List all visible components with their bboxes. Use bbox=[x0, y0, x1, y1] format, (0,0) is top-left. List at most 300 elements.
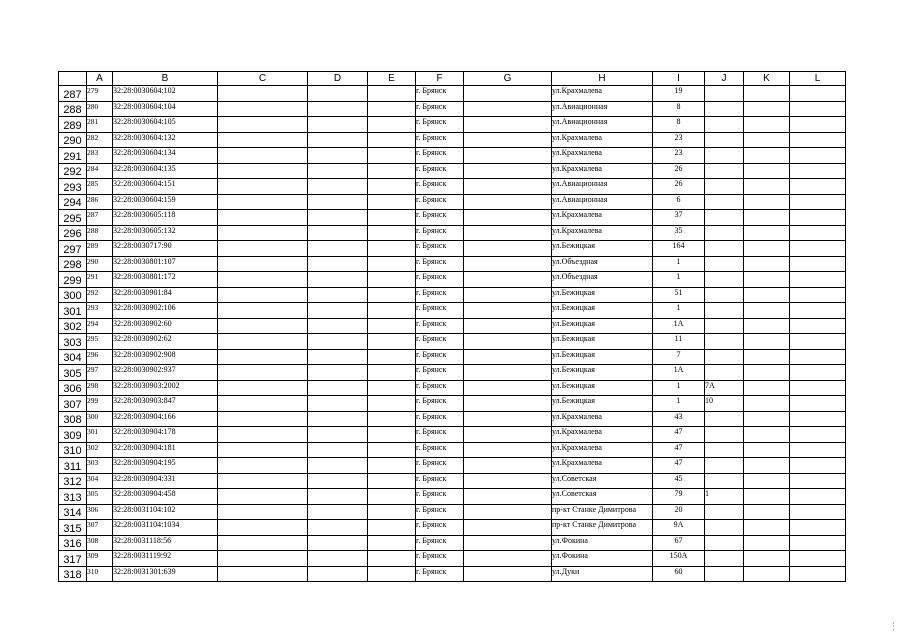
cell-i[interactable]: 26 bbox=[653, 179, 705, 195]
cell-c[interactable] bbox=[218, 566, 308, 582]
cell-k[interactable] bbox=[744, 163, 790, 179]
cell-d[interactable] bbox=[308, 287, 368, 303]
cell-k[interactable] bbox=[744, 318, 790, 334]
cell-g[interactable] bbox=[464, 132, 552, 148]
cell-k[interactable] bbox=[744, 442, 790, 458]
cell-g[interactable] bbox=[464, 334, 552, 350]
cell-h[interactable]: ул.Объездная bbox=[552, 272, 653, 288]
cell-k[interactable] bbox=[744, 117, 790, 133]
cell-a[interactable]: 298 bbox=[87, 380, 113, 396]
cell-e[interactable] bbox=[368, 179, 416, 195]
cell-i[interactable]: 47 bbox=[653, 458, 705, 474]
cell-c[interactable] bbox=[218, 535, 308, 551]
cell-h[interactable]: ул.Бежицкая bbox=[552, 349, 653, 365]
cell-b[interactable]: 32:28:0031118:56 bbox=[113, 535, 218, 551]
cell-c[interactable] bbox=[218, 241, 308, 257]
cell-k[interactable] bbox=[744, 256, 790, 272]
cell-f[interactable]: г. Брянск bbox=[416, 427, 464, 443]
cell-d[interactable] bbox=[308, 272, 368, 288]
cell-k[interactable] bbox=[744, 225, 790, 241]
cell-g[interactable] bbox=[464, 442, 552, 458]
cell-a[interactable]: 283 bbox=[87, 148, 113, 164]
row-number[interactable]: 300 bbox=[59, 287, 87, 303]
cell-a[interactable]: 302 bbox=[87, 442, 113, 458]
cell-l[interactable] bbox=[790, 504, 846, 520]
cell-h[interactable]: ул.Крахмалева bbox=[552, 427, 653, 443]
cell-d[interactable] bbox=[308, 163, 368, 179]
cell-l[interactable] bbox=[790, 365, 846, 381]
corner-cell[interactable] bbox=[59, 72, 87, 86]
cell-d[interactable] bbox=[308, 427, 368, 443]
row-number[interactable]: 313 bbox=[59, 489, 87, 505]
cell-b[interactable]: 32:28:0030902:62 bbox=[113, 334, 218, 350]
cell-g[interactable] bbox=[464, 365, 552, 381]
cell-a[interactable]: 306 bbox=[87, 504, 113, 520]
cell-a[interactable]: 305 bbox=[87, 489, 113, 505]
cell-j[interactable] bbox=[705, 210, 744, 226]
cell-j[interactable] bbox=[705, 303, 744, 319]
cell-h[interactable]: ул.Авиационная bbox=[552, 117, 653, 133]
cell-e[interactable] bbox=[368, 427, 416, 443]
cell-j[interactable] bbox=[705, 427, 744, 443]
cell-i[interactable]: 47 bbox=[653, 427, 705, 443]
cell-e[interactable] bbox=[368, 365, 416, 381]
cell-a[interactable]: 304 bbox=[87, 473, 113, 489]
row-number[interactable]: 287 bbox=[59, 86, 87, 102]
row-number[interactable]: 290 bbox=[59, 132, 87, 148]
cell-h[interactable]: ул.Авиационная bbox=[552, 179, 653, 195]
row-number[interactable]: 312 bbox=[59, 473, 87, 489]
cell-l[interactable] bbox=[790, 179, 846, 195]
cell-c[interactable] bbox=[218, 551, 308, 567]
cell-d[interactable] bbox=[308, 380, 368, 396]
cell-j[interactable] bbox=[705, 566, 744, 582]
cell-i[interactable]: 1А bbox=[653, 365, 705, 381]
column-header[interactable]: H bbox=[552, 72, 653, 86]
cell-j[interactable] bbox=[705, 520, 744, 536]
cell-k[interactable] bbox=[744, 473, 790, 489]
cell-k[interactable] bbox=[744, 504, 790, 520]
cell-f[interactable]: г. Брянск bbox=[416, 179, 464, 195]
cell-e[interactable] bbox=[368, 396, 416, 412]
cell-c[interactable] bbox=[218, 101, 308, 117]
cell-c[interactable] bbox=[218, 442, 308, 458]
column-header[interactable]: C bbox=[218, 72, 308, 86]
cell-b[interactable]: 32:28:0030904:331 bbox=[113, 473, 218, 489]
row-number[interactable]: 295 bbox=[59, 210, 87, 226]
cell-e[interactable] bbox=[368, 225, 416, 241]
cell-g[interactable] bbox=[464, 551, 552, 567]
cell-k[interactable] bbox=[744, 396, 790, 412]
cell-e[interactable] bbox=[368, 380, 416, 396]
row-number[interactable]: 306 bbox=[59, 380, 87, 396]
cell-i[interactable]: 1А bbox=[653, 318, 705, 334]
cell-l[interactable] bbox=[790, 163, 846, 179]
cell-l[interactable] bbox=[790, 566, 846, 582]
cell-i[interactable]: 26 bbox=[653, 163, 705, 179]
cell-l[interactable] bbox=[790, 458, 846, 474]
cell-g[interactable] bbox=[464, 458, 552, 474]
cell-j[interactable] bbox=[705, 86, 744, 102]
cell-b[interactable]: 32:28:0030903:847 bbox=[113, 396, 218, 412]
cell-a[interactable]: 285 bbox=[87, 179, 113, 195]
cell-e[interactable] bbox=[368, 86, 416, 102]
column-header[interactable]: K bbox=[744, 72, 790, 86]
cell-l[interactable] bbox=[790, 551, 846, 567]
cell-c[interactable] bbox=[218, 411, 308, 427]
cell-a[interactable]: 294 bbox=[87, 318, 113, 334]
cell-f[interactable]: г. Брянск bbox=[416, 86, 464, 102]
cell-j[interactable] bbox=[705, 551, 744, 567]
cell-j[interactable] bbox=[705, 101, 744, 117]
cell-j[interactable]: 10 bbox=[705, 396, 744, 412]
cell-d[interactable] bbox=[308, 396, 368, 412]
cell-k[interactable] bbox=[744, 241, 790, 257]
cell-k[interactable] bbox=[744, 349, 790, 365]
cell-b[interactable]: 32:28:0030717:90 bbox=[113, 241, 218, 257]
cell-d[interactable] bbox=[308, 318, 368, 334]
row-number[interactable]: 310 bbox=[59, 442, 87, 458]
cell-f[interactable]: г. Брянск bbox=[416, 210, 464, 226]
cell-i[interactable]: 23 bbox=[653, 132, 705, 148]
cell-j[interactable] bbox=[705, 535, 744, 551]
row-number[interactable]: 292 bbox=[59, 163, 87, 179]
cell-g[interactable] bbox=[464, 117, 552, 133]
cell-i[interactable]: 35 bbox=[653, 225, 705, 241]
cell-i[interactable]: 1 bbox=[653, 256, 705, 272]
cell-d[interactable] bbox=[308, 241, 368, 257]
cell-c[interactable] bbox=[218, 210, 308, 226]
cell-b[interactable]: 32:28:0030902:106 bbox=[113, 303, 218, 319]
cell-e[interactable] bbox=[368, 489, 416, 505]
cell-d[interactable] bbox=[308, 473, 368, 489]
row-number[interactable]: 296 bbox=[59, 225, 87, 241]
cell-d[interactable] bbox=[308, 117, 368, 133]
cell-d[interactable] bbox=[308, 566, 368, 582]
column-header[interactable]: J bbox=[705, 72, 744, 86]
cell-b[interactable]: 32:28:0031104:1034 bbox=[113, 520, 218, 536]
cell-d[interactable] bbox=[308, 411, 368, 427]
cell-l[interactable] bbox=[790, 334, 846, 350]
column-header[interactable]: D bbox=[308, 72, 368, 86]
cell-c[interactable] bbox=[218, 163, 308, 179]
cell-f[interactable]: г. Брянск bbox=[416, 473, 464, 489]
cell-j[interactable] bbox=[705, 504, 744, 520]
cell-a[interactable]: 284 bbox=[87, 163, 113, 179]
cell-a[interactable]: 293 bbox=[87, 303, 113, 319]
cell-b[interactable]: 32:28:0030904:178 bbox=[113, 427, 218, 443]
cell-j[interactable] bbox=[705, 148, 744, 164]
cell-a[interactable]: 279 bbox=[87, 86, 113, 102]
cell-b[interactable]: 32:28:0030902:908 bbox=[113, 349, 218, 365]
cell-d[interactable] bbox=[308, 303, 368, 319]
cell-e[interactable] bbox=[368, 411, 416, 427]
cell-e[interactable] bbox=[368, 535, 416, 551]
cell-i[interactable]: 1 bbox=[653, 272, 705, 288]
cell-f[interactable]: г. Брянск bbox=[416, 241, 464, 257]
cell-g[interactable] bbox=[464, 427, 552, 443]
cell-f[interactable]: г. Брянск bbox=[416, 551, 464, 567]
cell-j[interactable] bbox=[705, 334, 744, 350]
cell-h[interactable]: ул.Крахмалева bbox=[552, 86, 653, 102]
cell-d[interactable] bbox=[308, 458, 368, 474]
cell-i[interactable]: 79 bbox=[653, 489, 705, 505]
cell-f[interactable]: г. Брянск bbox=[416, 148, 464, 164]
cell-j[interactable]: 1 bbox=[705, 489, 744, 505]
cell-e[interactable] bbox=[368, 117, 416, 133]
cell-h[interactable]: ул.Бежицкая bbox=[552, 241, 653, 257]
row-number[interactable]: 318 bbox=[59, 566, 87, 582]
cell-f[interactable]: г. Брянск bbox=[416, 272, 464, 288]
cell-g[interactable] bbox=[464, 148, 552, 164]
cell-l[interactable] bbox=[790, 411, 846, 427]
cell-j[interactable] bbox=[705, 411, 744, 427]
cell-l[interactable] bbox=[790, 241, 846, 257]
cell-b[interactable]: 32:28:0030604:151 bbox=[113, 179, 218, 195]
column-header[interactable]: L bbox=[790, 72, 846, 86]
cell-l[interactable] bbox=[790, 86, 846, 102]
cell-h[interactable]: ул.Крахмалева bbox=[552, 225, 653, 241]
cell-e[interactable] bbox=[368, 163, 416, 179]
cell-i[interactable]: 1 bbox=[653, 396, 705, 412]
cell-d[interactable] bbox=[308, 442, 368, 458]
cell-d[interactable] bbox=[308, 132, 368, 148]
cell-f[interactable]: г. Брянск bbox=[416, 396, 464, 412]
cell-h[interactable]: ул.Крахмалева bbox=[552, 210, 653, 226]
cell-e[interactable] bbox=[368, 349, 416, 365]
cell-k[interactable] bbox=[744, 520, 790, 536]
cell-k[interactable] bbox=[744, 489, 790, 505]
cell-h[interactable]: ул.Советская bbox=[552, 489, 653, 505]
cell-f[interactable]: г. Брянск bbox=[416, 566, 464, 582]
cell-i[interactable]: 11 bbox=[653, 334, 705, 350]
cell-a[interactable]: 309 bbox=[87, 551, 113, 567]
cell-i[interactable]: 8 bbox=[653, 117, 705, 133]
cell-a[interactable]: 300 bbox=[87, 411, 113, 427]
cell-g[interactable] bbox=[464, 566, 552, 582]
cell-l[interactable] bbox=[790, 349, 846, 365]
row-number[interactable]: 304 bbox=[59, 349, 87, 365]
cell-k[interactable] bbox=[744, 179, 790, 195]
cell-l[interactable] bbox=[790, 535, 846, 551]
cell-h[interactable]: ул.Фокина bbox=[552, 535, 653, 551]
cell-h[interactable]: ул.Бежицкая bbox=[552, 380, 653, 396]
cell-f[interactable]: г. Брянск bbox=[416, 520, 464, 536]
cell-e[interactable] bbox=[368, 272, 416, 288]
cell-j[interactable] bbox=[705, 132, 744, 148]
cell-e[interactable] bbox=[368, 458, 416, 474]
cell-b[interactable]: 32:28:0031104:102 bbox=[113, 504, 218, 520]
cell-b[interactable]: 32:28:0030903:2002 bbox=[113, 380, 218, 396]
row-number[interactable]: 299 bbox=[59, 272, 87, 288]
cell-a[interactable]: 292 bbox=[87, 287, 113, 303]
cell-h[interactable]: ул.Авиационная bbox=[552, 194, 653, 210]
cell-i[interactable]: 45 bbox=[653, 473, 705, 489]
cell-l[interactable] bbox=[790, 489, 846, 505]
cell-e[interactable] bbox=[368, 318, 416, 334]
cell-e[interactable] bbox=[368, 210, 416, 226]
cell-d[interactable] bbox=[308, 210, 368, 226]
cell-a[interactable]: 296 bbox=[87, 349, 113, 365]
cell-b[interactable]: 32:28:0030604:104 bbox=[113, 101, 218, 117]
cell-k[interactable] bbox=[744, 148, 790, 164]
cell-f[interactable]: г. Брянск bbox=[416, 163, 464, 179]
cell-k[interactable] bbox=[744, 551, 790, 567]
cell-g[interactable] bbox=[464, 318, 552, 334]
cell-k[interactable] bbox=[744, 101, 790, 117]
cell-l[interactable] bbox=[790, 473, 846, 489]
cell-i[interactable]: 9А bbox=[653, 520, 705, 536]
cell-k[interactable] bbox=[744, 86, 790, 102]
cell-j[interactable] bbox=[705, 241, 744, 257]
row-number[interactable]: 303 bbox=[59, 334, 87, 350]
cell-c[interactable] bbox=[218, 132, 308, 148]
cell-j[interactable] bbox=[705, 179, 744, 195]
cell-i[interactable]: 164 bbox=[653, 241, 705, 257]
cell-c[interactable] bbox=[218, 334, 308, 350]
cell-k[interactable] bbox=[744, 132, 790, 148]
cell-h[interactable]: ул.Крахмалева bbox=[552, 458, 653, 474]
cell-b[interactable]: 32:28:0030604:135 bbox=[113, 163, 218, 179]
cell-a[interactable]: 295 bbox=[87, 334, 113, 350]
cell-c[interactable] bbox=[218, 365, 308, 381]
cell-f[interactable]: г. Брянск bbox=[416, 225, 464, 241]
cell-f[interactable]: г. Брянск bbox=[416, 303, 464, 319]
row-number[interactable]: 294 bbox=[59, 194, 87, 210]
cell-c[interactable] bbox=[218, 287, 308, 303]
cell-l[interactable] bbox=[790, 272, 846, 288]
cell-f[interactable]: г. Брянск bbox=[416, 117, 464, 133]
cell-k[interactable] bbox=[744, 365, 790, 381]
cell-d[interactable] bbox=[308, 148, 368, 164]
cell-b[interactable]: 32:28:0030902:937 bbox=[113, 365, 218, 381]
cell-b[interactable]: 32:28:0030604:134 bbox=[113, 148, 218, 164]
cell-j[interactable] bbox=[705, 365, 744, 381]
cell-d[interactable] bbox=[308, 179, 368, 195]
cell-l[interactable] bbox=[790, 520, 846, 536]
cell-h[interactable]: ул.Крахмалева bbox=[552, 132, 653, 148]
cell-i[interactable]: 51 bbox=[653, 287, 705, 303]
cell-i[interactable]: 47 bbox=[653, 442, 705, 458]
cell-i[interactable]: 23 bbox=[653, 148, 705, 164]
cell-j[interactable] bbox=[705, 225, 744, 241]
cell-d[interactable] bbox=[308, 551, 368, 567]
cell-b[interactable]: 32:28:0030801:172 bbox=[113, 272, 218, 288]
cell-l[interactable] bbox=[790, 318, 846, 334]
cell-k[interactable] bbox=[744, 380, 790, 396]
cell-e[interactable] bbox=[368, 132, 416, 148]
cell-b[interactable]: 32:28:0030904:166 bbox=[113, 411, 218, 427]
cell-b[interactable]: 32:28:0030604:159 bbox=[113, 194, 218, 210]
cell-l[interactable] bbox=[790, 380, 846, 396]
cell-f[interactable]: г. Брянск bbox=[416, 194, 464, 210]
cell-j[interactable] bbox=[705, 117, 744, 133]
cell-b[interactable]: 32:28:0030904:458 bbox=[113, 489, 218, 505]
cell-f[interactable]: г. Брянск bbox=[416, 411, 464, 427]
cell-c[interactable] bbox=[218, 194, 308, 210]
cell-f[interactable]: г. Брянск bbox=[416, 504, 464, 520]
cell-g[interactable] bbox=[464, 380, 552, 396]
cell-f[interactable]: г. Брянск bbox=[416, 442, 464, 458]
cell-k[interactable] bbox=[744, 303, 790, 319]
cell-g[interactable] bbox=[464, 101, 552, 117]
cell-e[interactable] bbox=[368, 551, 416, 567]
cell-b[interactable]: 32:28:0030604:132 bbox=[113, 132, 218, 148]
cell-f[interactable]: г. Брянск bbox=[416, 349, 464, 365]
cell-h[interactable]: ул.Бежицкая bbox=[552, 365, 653, 381]
cell-d[interactable] bbox=[308, 225, 368, 241]
cell-d[interactable] bbox=[308, 334, 368, 350]
cell-c[interactable] bbox=[218, 520, 308, 536]
cell-c[interactable] bbox=[218, 303, 308, 319]
cell-b[interactable]: 32:28:0030902:60 bbox=[113, 318, 218, 334]
cell-c[interactable] bbox=[218, 86, 308, 102]
cell-g[interactable] bbox=[464, 411, 552, 427]
cell-l[interactable] bbox=[790, 396, 846, 412]
cell-l[interactable] bbox=[790, 287, 846, 303]
row-number[interactable]: 302 bbox=[59, 318, 87, 334]
cell-g[interactable] bbox=[464, 473, 552, 489]
cell-k[interactable] bbox=[744, 272, 790, 288]
cell-h[interactable]: ул.Крахмалева bbox=[552, 411, 653, 427]
cell-j[interactable] bbox=[705, 473, 744, 489]
cell-a[interactable]: 299 bbox=[87, 396, 113, 412]
column-header[interactable]: E bbox=[368, 72, 416, 86]
cell-b[interactable]: 32:28:0030605:132 bbox=[113, 225, 218, 241]
cell-f[interactable]: г. Брянск bbox=[416, 334, 464, 350]
cell-d[interactable] bbox=[308, 256, 368, 272]
cell-h[interactable]: ул.Бежицкая bbox=[552, 318, 653, 334]
cell-i[interactable]: 67 bbox=[653, 535, 705, 551]
cell-h[interactable]: ул.Крахмалева bbox=[552, 148, 653, 164]
cell-a[interactable]: 310 bbox=[87, 566, 113, 582]
cell-h[interactable]: пр-кт Станке Димитрова bbox=[552, 520, 653, 536]
cell-g[interactable] bbox=[464, 396, 552, 412]
cell-f[interactable]: г. Брянск bbox=[416, 318, 464, 334]
cell-a[interactable]: 281 bbox=[87, 117, 113, 133]
cell-g[interactable] bbox=[464, 163, 552, 179]
cell-j[interactable] bbox=[705, 194, 744, 210]
cell-i[interactable]: 60 bbox=[653, 566, 705, 582]
cell-g[interactable] bbox=[464, 256, 552, 272]
cell-f[interactable]: г. Брянск bbox=[416, 365, 464, 381]
cell-e[interactable] bbox=[368, 101, 416, 117]
cell-l[interactable] bbox=[790, 194, 846, 210]
cell-l[interactable] bbox=[790, 117, 846, 133]
cell-j[interactable] bbox=[705, 442, 744, 458]
cell-i[interactable]: 7 bbox=[653, 349, 705, 365]
cell-e[interactable] bbox=[368, 241, 416, 257]
cell-d[interactable] bbox=[308, 489, 368, 505]
cell-g[interactable] bbox=[464, 303, 552, 319]
cell-c[interactable] bbox=[218, 458, 308, 474]
cell-a[interactable]: 287 bbox=[87, 210, 113, 226]
cell-l[interactable] bbox=[790, 225, 846, 241]
cell-a[interactable]: 280 bbox=[87, 101, 113, 117]
cell-f[interactable]: г. Брянск bbox=[416, 380, 464, 396]
row-number[interactable]: 301 bbox=[59, 303, 87, 319]
row-number[interactable]: 308 bbox=[59, 411, 87, 427]
cell-a[interactable]: 291 bbox=[87, 272, 113, 288]
cell-g[interactable] bbox=[464, 241, 552, 257]
cell-g[interactable] bbox=[464, 535, 552, 551]
cell-l[interactable] bbox=[790, 210, 846, 226]
cell-d[interactable] bbox=[308, 365, 368, 381]
cell-d[interactable] bbox=[308, 349, 368, 365]
cell-h[interactable]: ул.Бежицкая bbox=[552, 287, 653, 303]
cell-a[interactable]: 308 bbox=[87, 535, 113, 551]
row-number[interactable]: 305 bbox=[59, 365, 87, 381]
